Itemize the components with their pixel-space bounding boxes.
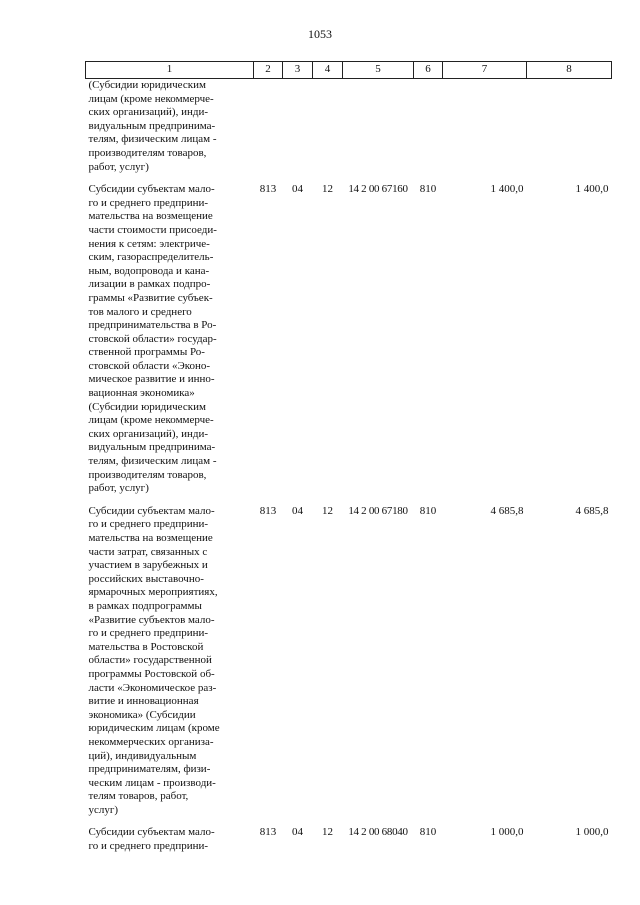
description-line: участием в зарубежных и bbox=[88, 559, 208, 572]
description-line: лицам (кроме некоммерче- bbox=[88, 414, 214, 427]
description-line: Субсидии субъектам мало- bbox=[88, 826, 215, 839]
row-description bbox=[86, 183, 254, 505]
description-line: мательства на возмещение bbox=[88, 210, 213, 223]
description-line: го и среднего предприни- bbox=[88, 840, 209, 853]
description-line: предпринимателям, физи- bbox=[88, 763, 211, 776]
amount-total bbox=[527, 79, 612, 184]
column-header: 8 bbox=[527, 62, 612, 79]
expense-type-code: 810 bbox=[419, 504, 437, 517]
description-line: нения к сетям: электриче- bbox=[88, 237, 210, 250]
amount-total: 1 000,0 bbox=[575, 826, 609, 839]
amount-plan: 1 000,0 bbox=[490, 826, 524, 839]
amount-total: 1 400,0 bbox=[575, 183, 609, 196]
column-header: 2 bbox=[254, 62, 283, 79]
description-line: услуг) bbox=[88, 803, 119, 816]
description-line: витие и инновационная bbox=[88, 695, 199, 708]
description-line: ласти «Экономическое раз- bbox=[88, 681, 217, 694]
target-article-code: 14 2 00 68040 bbox=[348, 826, 408, 839]
row-description bbox=[86, 79, 254, 184]
description-line: мическое развитие и инно- bbox=[88, 373, 215, 386]
description-line: «Развитие субъектов мало- bbox=[88, 613, 215, 626]
column-header: 7 bbox=[443, 62, 527, 79]
column-header: 6 bbox=[414, 62, 443, 79]
description-line: лизации в рамках подпро- bbox=[88, 278, 211, 291]
description-line: работ, услуг) bbox=[88, 482, 149, 495]
head-code: 813 bbox=[259, 183, 277, 196]
description-line: (Субсидии юридическим bbox=[88, 400, 206, 413]
budget-table bbox=[85, 61, 612, 863]
head-code: 813 bbox=[259, 504, 277, 517]
description-line: ярмарочных мероприятиях, bbox=[88, 586, 218, 599]
description-line: экономика» (Субсидии bbox=[88, 708, 196, 721]
description-line: видуальным предпринима- bbox=[88, 441, 216, 454]
description-line: стовской области» государ- bbox=[88, 332, 217, 345]
description-line: ским, газораспределитель- bbox=[88, 251, 214, 264]
table-row bbox=[86, 826, 612, 862]
amount-plan bbox=[443, 79, 527, 184]
description-line: лицам (кроме некоммерче- bbox=[88, 92, 214, 105]
description-line: части стоимости присоеди- bbox=[88, 223, 217, 236]
table-row bbox=[86, 79, 612, 184]
description-line: го и среднего предприни- bbox=[88, 196, 209, 209]
description-line: видуальным предпринима- bbox=[88, 119, 216, 132]
description-line: работ, услуг) bbox=[88, 160, 149, 173]
table-header-row bbox=[86, 62, 612, 79]
description-line: ций), индивидуальным bbox=[88, 749, 197, 762]
description-line: юридическим лицам (кроме bbox=[88, 722, 220, 735]
table-row bbox=[86, 183, 612, 505]
description-line: го и среднего предприни- bbox=[88, 627, 209, 640]
amount-plan: 4 685,8 bbox=[490, 504, 524, 517]
subsection-code bbox=[313, 79, 343, 184]
column-header: 4 bbox=[313, 62, 343, 79]
target-article-code bbox=[343, 79, 414, 184]
description-line: некоммерческих организа- bbox=[88, 735, 214, 748]
description-line: граммы «Развитие субъек- bbox=[88, 291, 213, 304]
row-description bbox=[86, 505, 254, 827]
target-article-code: 14 2 00 67180 bbox=[348, 504, 408, 517]
expense-type-code: 810 bbox=[419, 826, 437, 839]
expense-type-code: 810 bbox=[419, 183, 437, 196]
description-line: мательства в Ростовской bbox=[88, 640, 204, 653]
head-code: 813 bbox=[259, 826, 277, 839]
description-line: вационная экономика» bbox=[88, 387, 195, 400]
section-code: 04 bbox=[292, 183, 303, 196]
description-line: в рамках подпрограммы bbox=[88, 599, 202, 612]
section-code bbox=[283, 79, 313, 184]
description-line: стовской области «Эконо- bbox=[88, 359, 211, 372]
description-line: тов малого и среднего bbox=[88, 305, 192, 318]
expense-type-code bbox=[414, 79, 443, 184]
description-line: телям товаров, работ, bbox=[88, 790, 189, 803]
description-line: программы Ростовской об- bbox=[88, 667, 215, 680]
description-line: производителям товаров, bbox=[88, 468, 207, 481]
target-article-code: 14 2 00 67160 bbox=[348, 183, 408, 196]
description-line: го и среднего предприни- bbox=[88, 518, 209, 531]
row-description bbox=[86, 826, 254, 862]
description-line: российских выставочно- bbox=[88, 572, 204, 585]
column-header: 1 bbox=[86, 62, 254, 79]
description-line: области» государственной bbox=[88, 654, 212, 667]
description-line: предпринимательства в Ро- bbox=[88, 319, 217, 332]
description-line: производителям товаров, bbox=[88, 146, 207, 159]
description-line: мательства на возмещение bbox=[88, 532, 213, 544]
table-row bbox=[86, 505, 612, 827]
description-line: телям, физическим лицам - bbox=[88, 455, 217, 468]
description-line: ческим лицам - производи- bbox=[88, 776, 216, 789]
description-line: Субсидии субъектам мало- bbox=[88, 504, 215, 517]
column-header: 5 bbox=[343, 62, 414, 79]
subsection-code: 12 bbox=[322, 183, 333, 196]
page-number: 1053 bbox=[308, 27, 332, 41]
amount-plan: 1 400,0 bbox=[490, 183, 524, 196]
head-code bbox=[254, 79, 283, 184]
section-code: 04 bbox=[292, 504, 303, 517]
section-code: 04 bbox=[292, 826, 303, 839]
column-header: 3 bbox=[283, 62, 313, 79]
description-line: ственной программы Ро- bbox=[88, 346, 205, 359]
table-body bbox=[86, 79, 612, 863]
description-line: ских организаций), инди- bbox=[88, 427, 209, 440]
description-line: ских организаций), инди- bbox=[88, 106, 209, 119]
description-line: ным, водопровода и кана- bbox=[88, 264, 210, 277]
description-line: части затрат, связанных с bbox=[88, 545, 208, 558]
subsection-code: 12 bbox=[322, 826, 333, 839]
amount-total: 4 685,8 bbox=[575, 504, 609, 517]
subsection-code: 12 bbox=[322, 504, 333, 517]
description-line: телям, физическим лицам - bbox=[88, 133, 217, 146]
description-line: (Субсидии юридическим bbox=[88, 79, 206, 91]
description-line: Субсидии субъектам мало- bbox=[88, 183, 215, 196]
